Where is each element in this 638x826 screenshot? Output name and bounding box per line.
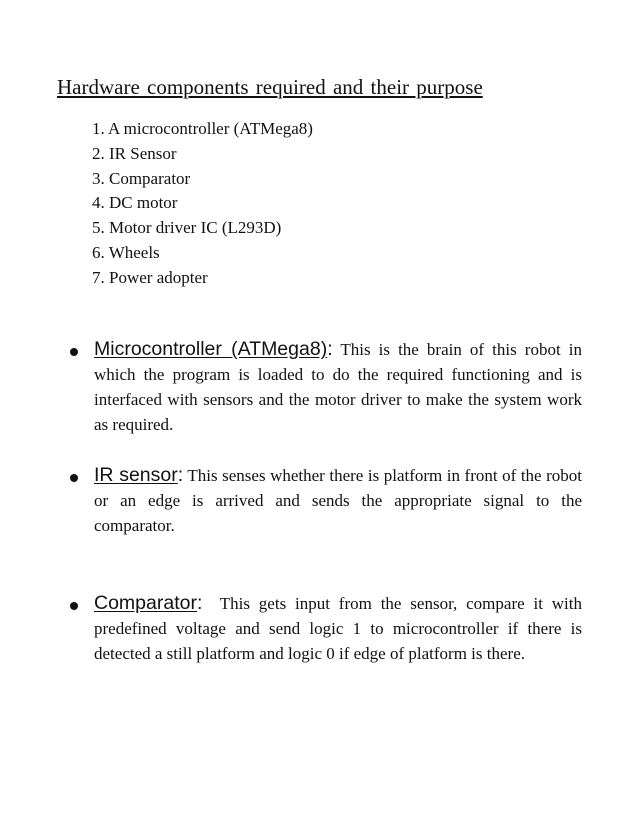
- components-list: [92, 117, 313, 291]
- section-separator: :: [196, 592, 203, 614]
- section-text: [94, 463, 582, 538]
- section-term: Comparator: [94, 592, 197, 614]
- list-item: 6. Wheels: [92, 242, 160, 262]
- list-item: 7. Power adopter: [92, 267, 208, 287]
- list-item: 2. IR Sensor: [92, 143, 177, 163]
- section-text: [94, 591, 587, 666]
- list-item: 1. A microcontroller (ATMega8): [92, 119, 313, 138]
- bullet-icon: [70, 348, 78, 356]
- bullet-icon: [70, 474, 78, 482]
- bullet-icon: [70, 602, 78, 610]
- document-heading: Hardware components required and their purpose: [57, 75, 483, 99]
- section-text: [94, 337, 582, 437]
- section-term: Microcontroller (ATMega8): [94, 338, 328, 360]
- list-item: 3. Comparator: [92, 168, 191, 188]
- list-item: 4. DC motor: [92, 193, 178, 213]
- section-description: This senses whether there is platform in front of the robot or an edge is arrived and sends the appropriate signal to the comparator.: [94, 466, 582, 535]
- section-separator: :: [177, 464, 184, 486]
- section-description: This gets input from the sensor, compare it with predefined voltage and send logic 1 to microcontroller if there is detected a still platform and logic 0 if edge of platform is there.: [94, 594, 587, 663]
- list-item: 5. Motor driver IC (L293D): [92, 218, 282, 238]
- section-term: IR sensor: [94, 464, 178, 486]
- section-description: This is the brain of this robot in which the program is loaded to do the required functioning and is interfaced with sensors and the motor driver to make the system work as required.: [94, 340, 582, 434]
- section-separator: :: [327, 338, 333, 360]
